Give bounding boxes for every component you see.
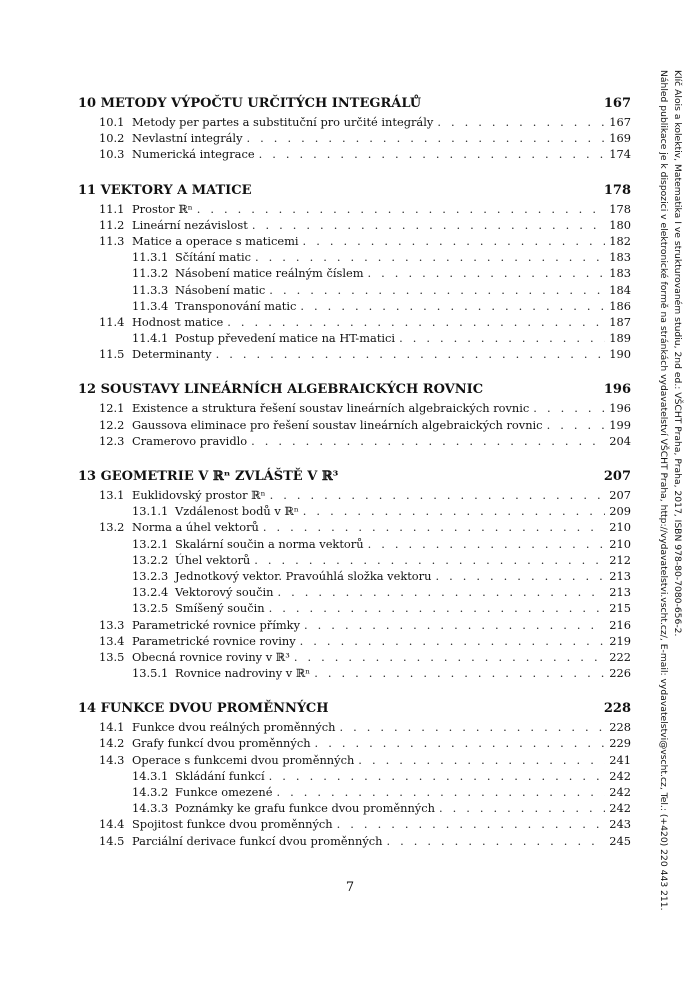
toc-entry-page: 169 [609, 131, 631, 146]
toc-entry-number: 11.3 [99, 233, 125, 248]
toc-entry-number: 13.2.5 [132, 601, 169, 616]
toc-entry-page: 219 [609, 633, 631, 648]
toc-entry-title: Metody per partes a substituční pro určité integrály [132, 115, 434, 129]
toc-entry-number: 12.3 [99, 433, 125, 448]
toc-dot-leader [247, 130, 605, 146]
toc-dot-leader [269, 282, 605, 298]
toc-dot-leader [303, 233, 605, 249]
toc-entry-title: Euklidovský prostor ℝⁿ [132, 488, 266, 502]
toc-entry-title: Grafy funkcí dvou proměnných [132, 736, 311, 751]
toc-dot-leader [276, 784, 605, 800]
toc-entry[interactable] [78, 314, 631, 330]
toc-entry-title: Parciální derivace funkcí dvou proměnných [132, 833, 383, 848]
toc-entry-page: 167 [609, 115, 631, 129]
toc-entry[interactable] [78, 519, 631, 535]
toc-entry-page: 174 [609, 147, 631, 162]
toc-dot-leader [300, 633, 605, 649]
toc-entry-title: Úhel vektorů [175, 552, 251, 567]
toc-entry-title: Poznámky ke grafu funkce dvou proměnných [175, 801, 435, 816]
toc-entry[interactable] [78, 768, 631, 784]
toc-entry-title: Rovnice nadroviny v ℝⁿ [175, 666, 311, 681]
toc-dot-leader [254, 552, 605, 568]
toc-chapter-heading[interactable] [78, 94, 631, 114]
toc-entry[interactable] [78, 346, 631, 362]
toc-entry[interactable] [78, 800, 631, 816]
toc-entry-number: 11.3.1 [132, 250, 169, 265]
toc-entry-number: 11.1 [99, 201, 125, 216]
toc-entry-page: 183 [609, 250, 631, 265]
toc-entry-number: 13.5 [99, 649, 125, 664]
toc-entry-title: Postup převedení matice na HT-matici [175, 331, 396, 346]
toc-dot-leader [277, 584, 605, 600]
toc-entry-title: Obecná rovnice roviny v ℝ³ [132, 649, 290, 664]
toc-entry-title: Jednotkový vektor. Pravoúhlá složka vektoru [175, 568, 432, 583]
toc-entry-page: 210 [609, 520, 631, 535]
toc-dot-leader [251, 433, 605, 449]
toc-entry-page: 228 [609, 720, 631, 735]
toc-chapter-heading[interactable] [78, 181, 631, 201]
toc-chapter-number: 14 [78, 701, 97, 717]
toc-entry-title: Skládání funkcí [175, 768, 265, 783]
toc-entry[interactable] [78, 568, 631, 584]
toc-entry-page: 189 [609, 331, 631, 346]
toc-entry[interactable] [78, 233, 631, 249]
toc-entry-title: Násobení matic [175, 282, 266, 297]
toc-dot-leader [255, 249, 605, 265]
toc-entry-page: 215 [609, 601, 631, 616]
toc-entry-title: Norma a úhel vektorů [132, 520, 259, 535]
toc-dot-leader [197, 201, 605, 217]
toc-entry-title: Násobení matice reálným číslem [175, 266, 364, 281]
toc-dot-leader [337, 816, 605, 832]
toc-chapter [78, 181, 631, 363]
toc-entry-number: 14.5 [99, 833, 125, 848]
toc-entry[interactable] [78, 536, 631, 552]
toc-entry-number: 13.2.2 [132, 552, 169, 567]
toc-entry[interactable] [78, 201, 631, 217]
toc-entry[interactable] [78, 487, 631, 503]
toc-dot-leader [368, 265, 605, 281]
toc-entry-page: 226 [609, 666, 631, 681]
toc-entry-number: 12.1 [99, 401, 125, 416]
toc-dot-leader [294, 649, 605, 665]
toc-chapter [78, 467, 631, 681]
toc-chapter-title: SOUSTAVY LINEÁRNÍCH ALGEBRAICKÝCH ROVNIC [100, 382, 484, 398]
toc-entry[interactable] [78, 400, 631, 416]
toc-entry[interactable] [78, 282, 631, 298]
toc-entry-title: Sčítání matic [175, 250, 251, 265]
toc-chapter-title: METODY VÝPOČTU URČITÝCH INTEGRÁLŮ [100, 96, 422, 111]
page-number: 7 [345, 880, 355, 895]
toc-entry[interactable] [78, 833, 631, 849]
toc-chapter-page: 196 [603, 382, 631, 398]
toc-entry-page: 242 [609, 801, 631, 816]
toc-dot-leader [303, 503, 605, 519]
toc-entry[interactable] [78, 784, 631, 800]
toc-entry-title: Lineární nezávislost [132, 217, 248, 232]
toc-entry-title: Skalární součin a norma vektorů [175, 536, 364, 551]
side-note [655, 70, 695, 930]
toc-chapter-title: FUNKCE DVOU PROMĚNNÝCH [100, 701, 329, 717]
toc-entry[interactable] [78, 735, 631, 751]
side-note-line-1: Klíč Alois a kolektiv, Matematika I ve strukturovaném studiu, 2nd ed.: VŠCHT Praha, Praha, 2017, ISBN 978-80-7080-656-2. [672, 70, 683, 637]
toc-entry-title: Spojitost funkce dvou proměnných [132, 817, 333, 832]
toc-chapter [78, 699, 631, 849]
toc-entry[interactable] [78, 649, 631, 665]
toc-entry[interactable] [78, 665, 631, 681]
toc-chapter-number: 10 [78, 96, 97, 111]
toc-chapter-title: VEKTORY A MATICE [100, 182, 252, 198]
toc-entry-number: 10.3 [99, 147, 125, 162]
toc-entry-number: 11.3.2 [132, 266, 169, 281]
toc-entry-number: 11.3.4 [132, 298, 169, 313]
toc-dot-leader [269, 600, 605, 616]
toc-entry[interactable] [78, 130, 631, 146]
toc-entry-page: 210 [609, 536, 631, 551]
toc-entry-number: 10.2 [99, 131, 125, 146]
toc-entry-page: 190 [609, 347, 631, 362]
toc-entry-title: Transponování matic [175, 298, 297, 313]
toc-entry-page: 243 [609, 817, 631, 832]
toc-dot-leader [439, 800, 605, 816]
toc-dot-leader [386, 833, 605, 849]
side-note-line-2: Náhled publikace je k dispozici v elektronické formě na stránkách vydavatelství VŠCHT Praha, http://vydavatelstvi.vscht.cz/, E-mail: vydavatelstvi@vscht.cz, Tel.: (+420) 220 443 211. [658, 70, 669, 911]
toc-chapter-number: 13 [78, 469, 97, 484]
toc-entry-number: 13.1 [99, 488, 125, 502]
toc-entry-page: 213 [609, 585, 631, 600]
toc-entry-title: Gaussova eliminace pro řešení soustav lineárních algebraických rovnic [132, 417, 543, 432]
toc-dot-leader [216, 346, 605, 362]
toc-entry-number: 13.2.4 [132, 585, 169, 600]
toc-entry-number: 10.1 [99, 115, 125, 129]
toc-entry[interactable] [78, 433, 631, 449]
toc-entry-number: 13.2 [99, 520, 125, 535]
toc-dot-leader [339, 719, 605, 735]
toc-chapter-number: 12 [78, 382, 97, 398]
toc-entry-title: Vektorový součin [175, 585, 274, 600]
toc-entry-number: 13.2.1 [132, 536, 169, 551]
toc-entry[interactable] [78, 249, 631, 265]
toc-chapter-page: 178 [603, 182, 631, 198]
toc-entry[interactable] [78, 617, 631, 633]
toc-entry-number: 11.4.1 [132, 331, 169, 346]
toc-entry-number: 13.2.3 [132, 568, 169, 583]
toc-entry-page: 212 [609, 552, 631, 567]
toc-dot-leader [304, 617, 605, 633]
toc-dot-leader [315, 735, 605, 751]
toc-entry[interactable] [78, 552, 631, 568]
toc-entry-title: Numerická integrace [132, 147, 255, 162]
toc-entry-title: Operace s funkcemi dvou proměnných [132, 752, 355, 767]
toc-entry-number: 14.3.3 [132, 801, 169, 816]
toc-entry-title: Funkce dvou reálných proměnných [132, 720, 336, 735]
toc-dot-leader [547, 417, 605, 433]
toc-chapter-number: 11 [78, 182, 97, 198]
toc-entry-title: Vzdálenost bodů v ℝⁿ [175, 504, 299, 519]
toc-entry[interactable] [78, 633, 631, 649]
toc-entry-page: 196 [609, 401, 631, 416]
toc-entry-title: Prostor ℝⁿ [132, 201, 193, 216]
toc-dot-leader [368, 536, 605, 552]
toc-entry-number: 14.2 [99, 736, 125, 751]
toc-entry[interactable] [78, 265, 631, 281]
toc-entry[interactable] [78, 146, 631, 162]
toc-entry[interactable] [78, 719, 631, 735]
toc-chapter-label [78, 94, 421, 114]
toc-entry-page: 222 [609, 649, 631, 664]
toc-entry[interactable] [78, 503, 631, 519]
toc-dot-leader [270, 487, 605, 503]
toc-entry-page: 184 [609, 282, 631, 297]
table-of-contents [78, 94, 631, 867]
toc-entry-number: 11.3.3 [132, 282, 169, 297]
toc-chapter-page: 207 [603, 469, 631, 484]
toc-chapter-label [78, 181, 252, 201]
toc-entry[interactable] [78, 114, 631, 130]
toc-entry-title: Funkce omezené [175, 785, 273, 799]
toc-entry-title: Cramerovo pravidlo [132, 433, 248, 448]
toc-entry-number: 14.3.2 [132, 785, 169, 799]
toc-dot-leader [259, 146, 605, 162]
toc-entry-number: 14.3 [99, 752, 125, 767]
toc-chapter [78, 380, 631, 449]
toc-dot-leader [314, 665, 605, 681]
toc-entry-number: 11.2 [99, 217, 125, 232]
toc-entry-number: 13.3 [99, 617, 125, 632]
toc-chapter-page: 167 [603, 96, 631, 111]
toc-entry-page: 182 [609, 233, 631, 248]
toc-entry[interactable] [78, 417, 631, 433]
toc-chapter-heading[interactable] [78, 699, 631, 719]
toc-chapter-label [78, 699, 329, 719]
toc-entry-number: 13.1.1 [132, 504, 169, 519]
toc-entry-title: Matice a operace s maticemi [132, 233, 299, 248]
toc-dot-leader [269, 768, 605, 784]
toc-entry-title: Parametrické rovnice přímky [132, 617, 301, 632]
toc-entry[interactable] [78, 816, 631, 832]
toc-chapter-page: 228 [603, 701, 631, 717]
toc-dot-leader [227, 314, 605, 330]
toc-entry-page: 186 [609, 298, 631, 313]
toc-entry-page: 180 [609, 217, 631, 232]
toc-chapter-label [78, 467, 338, 487]
toc-entry-title: Smíšený součin [175, 601, 265, 616]
toc-entry-number: 14.1 [99, 720, 125, 735]
toc-dot-leader [435, 568, 605, 584]
toc-chapter [78, 94, 631, 163]
toc-entry-page: 209 [609, 504, 631, 519]
toc-entry-page: 204 [609, 433, 631, 448]
toc-entry-page: 178 [609, 201, 631, 216]
toc-entry-page: 207 [609, 488, 631, 502]
toc-entry[interactable] [78, 217, 631, 233]
toc-entry-page: 199 [609, 417, 631, 432]
toc-entry-number: 14.3.1 [132, 768, 169, 783]
toc-entry-number: 11.4 [99, 314, 125, 329]
toc-chapter-label [78, 380, 483, 400]
toc-entry-number: 11.5 [99, 347, 125, 362]
toc-dot-leader [300, 298, 605, 314]
toc-chapter-title: GEOMETRIE V ℝⁿ ZVLÁŠTĚ V ℝ³ [100, 469, 339, 484]
toc-entry-title: Hodnost matice [132, 314, 224, 329]
toc-entry-page: 242 [609, 768, 631, 783]
toc-entry-page: 183 [609, 266, 631, 281]
toc-entry[interactable] [78, 330, 631, 346]
toc-entry-page: 213 [609, 568, 631, 583]
toc-entry[interactable] [78, 298, 631, 314]
toc-entry[interactable] [78, 600, 631, 616]
toc-dot-leader [533, 400, 605, 416]
toc-entry-page: 216 [609, 617, 631, 632]
toc-entry-number: 13.4 [99, 633, 125, 648]
toc-dot-leader [252, 217, 605, 233]
toc-dot-leader [263, 519, 605, 535]
toc-entry[interactable] [78, 752, 631, 768]
toc-entry-number: 13.5.1 [132, 666, 169, 681]
toc-entry-title: Existence a struktura řešení soustav lineárních algebraických rovnic [132, 401, 530, 416]
toc-entry-title: Determinanty [132, 347, 212, 362]
toc-entry-page: 242 [609, 785, 631, 799]
toc-entry-page: 245 [609, 833, 631, 848]
toc-entry-page: 229 [609, 736, 631, 751]
toc-dot-leader [358, 752, 605, 768]
toc-chapter-heading[interactable] [78, 380, 631, 400]
toc-entry-number: 12.2 [99, 417, 125, 432]
toc-entry-page: 187 [609, 314, 631, 329]
toc-entry-page: 241 [609, 752, 631, 767]
toc-entry-title: Nevlastní integrály [132, 131, 243, 146]
toc-dot-leader [437, 114, 605, 130]
toc-entry-title: Parametrické rovnice roviny [132, 633, 296, 648]
toc-dot-leader [399, 330, 605, 346]
toc-entry[interactable] [78, 584, 631, 600]
toc-chapter-heading[interactable] [78, 467, 631, 487]
toc-entry-number: 14.4 [99, 817, 125, 832]
